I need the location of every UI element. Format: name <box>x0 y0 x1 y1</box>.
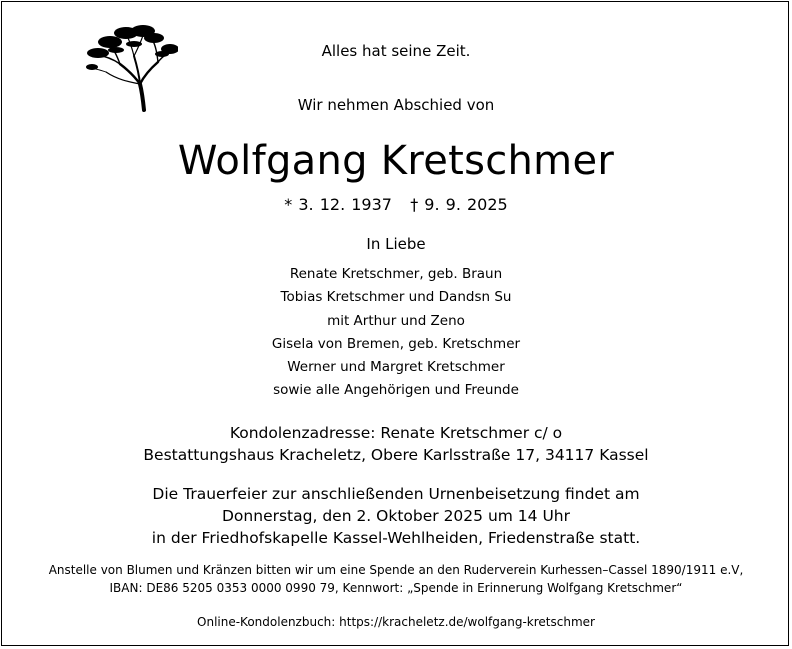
donation-line1: Anstelle von Blumen und Kränzen bitten wir um eine Spende an den Ruderverein Kurhessen–Cassel 1890/1911 e.V, <box>48 563 744 577</box>
mourner-item: sowie alle Angehörigen und Freunde <box>273 382 519 399</box>
intro-text: Wir nehmen Abschied von <box>297 96 495 114</box>
motto: Alles hat seine Zeit. <box>321 42 471 60</box>
mourner-item: Tobias Kretschmer und Dandsn Su <box>280 289 512 306</box>
mourner-item: mit Arthur und Zeno <box>327 312 465 329</box>
condolence-address-line2: Bestattungshaus Kracheletz, Obere Karlsstraße 17, 34117 Kassel <box>143 446 649 464</box>
deceased-name: Wolfgang Kretschmer <box>177 138 615 184</box>
mourner-item: Renate Kretschmer, geb. Braun <box>289 266 503 282</box>
funeral-info-line3: in der Friedhofskapelle Kassel-Wehlheiden, Friedenstraße statt. <box>151 529 641 547</box>
condolence-address-line1: Kondolenzadresse: Renate Kretschmer c/ o <box>229 424 563 442</box>
funeral-info-line1: Die Trauerfeier zur anschließenden Urnenbeisetzung findet am <box>152 485 640 503</box>
mourner-item: Gisela von Bremen, geb. Kretschmer <box>271 335 521 352</box>
online-condolence-link[interactable]: Online-Kondolenzbuch: https://kracheletz.de/wolfgang-kretschmer <box>197 615 595 629</box>
love-heading: In Liebe <box>366 235 426 253</box>
mourners-list <box>0 263 792 403</box>
life-dates: * 3. 12. 1937 † 9. 9. 2025 <box>284 195 508 214</box>
mourner-item: Werner und Margret Kretschmer <box>287 359 505 376</box>
funeral-info-line2: Donnerstag, den 2. Oktober 2025 um 14 Uhr <box>222 507 570 525</box>
donation-line2: IBAN: DE86 5205 0353 0000 0990 79, Kennwort: „Spende in Erinnerung Wolfgang Kretschmer“ <box>109 581 683 595</box>
